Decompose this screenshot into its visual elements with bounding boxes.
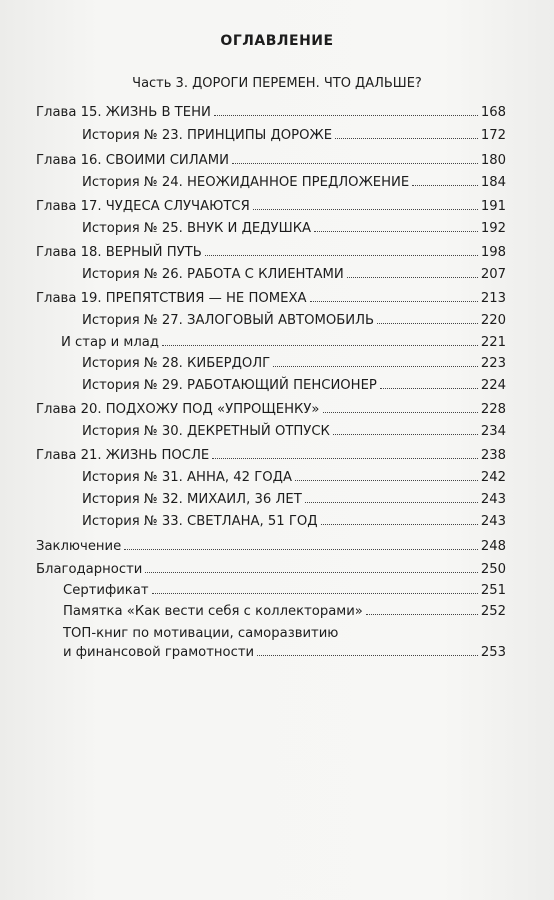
toc-entry bbox=[61, 335, 506, 355]
toc-entry-title: Заключение bbox=[36, 539, 122, 554]
toc-entry bbox=[82, 378, 506, 398]
toc-page-number: 221 bbox=[480, 335, 506, 350]
toc-leader-dots bbox=[124, 549, 478, 550]
toc-entry bbox=[36, 562, 506, 582]
toc-leader-dots bbox=[314, 231, 478, 232]
toc-leader-dots bbox=[145, 572, 478, 573]
toc-entry-title: История № 25. ВНУК И ДЕДУШКА bbox=[82, 221, 312, 236]
toc-leader-dots bbox=[152, 593, 478, 594]
toc-entry-title: История № 24. НЕОЖИДАННОЕ ПРЕДЛОЖЕНИЕ bbox=[82, 175, 410, 190]
toc-leader-dots bbox=[366, 614, 478, 615]
toc-entry bbox=[63, 645, 506, 665]
toc-entry-title: История № 30. ДЕКРЕТНЫЙ ОТПУСК bbox=[82, 424, 330, 439]
toc-page-number: 168 bbox=[480, 105, 506, 120]
toc-entry-title: История № 31. АННА, 42 ГОДА bbox=[82, 470, 292, 485]
toc-entry bbox=[82, 492, 506, 512]
toc-leader-dots bbox=[377, 323, 478, 324]
toc-entry bbox=[36, 199, 506, 219]
toc-entry-title: История № 23. ПРИНЦИПЫ ДОРОЖЕ bbox=[82, 128, 333, 143]
toc-page-number: 250 bbox=[480, 562, 506, 577]
toc-entry bbox=[63, 604, 506, 624]
toc-entry bbox=[36, 153, 506, 173]
toc-entry bbox=[36, 291, 506, 311]
toc-page-number: 238 bbox=[480, 448, 506, 463]
toc-entry-title: И стар и млад bbox=[61, 335, 159, 350]
toc-entry-title: Сертификат bbox=[63, 583, 149, 598]
toc-page-number: 228 bbox=[480, 402, 506, 417]
toc-entry-title: Глава 17. ЧУДЕСА СЛУЧАЮТСЯ bbox=[36, 199, 250, 214]
toc-leader-dots bbox=[162, 345, 478, 346]
toc-page-number: 248 bbox=[480, 539, 506, 554]
toc-page-number: 192 bbox=[480, 221, 506, 236]
toc-entry bbox=[82, 356, 506, 376]
toc-page-number: 243 bbox=[480, 492, 506, 507]
toc-leader-dots bbox=[333, 434, 478, 435]
toc-entry bbox=[36, 402, 506, 422]
toc-entry bbox=[36, 245, 506, 265]
toc-entry-title: История № 33. СВЕТЛАНА, 51 ГОД bbox=[82, 514, 318, 529]
toc-leader-dots bbox=[212, 458, 478, 459]
page-title: ОГЛАВЛЕНИЕ bbox=[220, 33, 334, 49]
toc-page-number: 198 bbox=[480, 245, 506, 260]
toc-leader-dots bbox=[214, 115, 478, 116]
toc-entry-title: Глава 16. СВОИМИ СИЛАМИ bbox=[36, 153, 229, 168]
toc-entry-title: Глава 20. ПОДХОЖУ ПОД «УПРОЩЕНКУ» bbox=[36, 402, 320, 417]
toc-entry bbox=[82, 221, 506, 241]
toc-page-number: 184 bbox=[480, 175, 506, 190]
toc-leader-dots bbox=[380, 388, 478, 389]
toc-leader-dots bbox=[335, 138, 478, 139]
toc-leader-dots bbox=[310, 301, 478, 302]
toc-page-number: 242 bbox=[480, 470, 506, 485]
toc-entry-title: ТОП-книг по мотивации, саморазвитию bbox=[63, 626, 339, 641]
toc-entry-title: Благодарности bbox=[36, 562, 143, 577]
toc-page-number: 207 bbox=[480, 267, 506, 282]
toc-leader-dots bbox=[347, 277, 478, 278]
toc-page-number: 252 bbox=[480, 604, 506, 619]
toc-leader-dots bbox=[273, 366, 478, 367]
toc-page-number: 191 bbox=[480, 199, 506, 214]
toc-entry-title: История № 28. КИБЕРДОЛГ bbox=[82, 356, 271, 371]
toc-entry bbox=[82, 424, 506, 444]
toc-entry-title: История № 26. РАБОТА С КЛИЕНТАМИ bbox=[82, 267, 344, 282]
toc-entry-title: Глава 19. ПРЕПЯТСТВИЯ — НЕ ПОМЕХА bbox=[36, 291, 307, 306]
toc-entry-title: История № 29. РАБОТАЮЩИЙ ПЕНСИОНЕР bbox=[82, 378, 377, 393]
toc-entry bbox=[82, 514, 506, 534]
toc-entry-title: Глава 15. ЖИЗНЬ В ТЕНИ bbox=[36, 105, 211, 120]
toc-leader-dots bbox=[412, 185, 478, 186]
part-title: Часть 3. ДОРОГИ ПЕРЕМЕН. ЧТО ДАЛЬШЕ? bbox=[132, 76, 422, 91]
toc-entry-title: История № 27. ЗАЛОГОВЫЙ АВТОМОБИЛЬ bbox=[82, 313, 375, 328]
toc-leader-dots bbox=[257, 655, 478, 656]
toc-leader-dots bbox=[321, 524, 478, 525]
toc-entry bbox=[82, 267, 506, 287]
toc-entry bbox=[82, 128, 506, 148]
toc-leader-dots bbox=[323, 412, 478, 413]
toc-entry-title: и финансовой грамотности bbox=[63, 645, 255, 660]
toc-page-number: 253 bbox=[480, 645, 506, 660]
toc-entry bbox=[36, 539, 506, 559]
toc-leader-dots bbox=[232, 163, 478, 164]
toc-entry bbox=[82, 470, 506, 490]
toc-page-number: 223 bbox=[480, 356, 506, 371]
toc-entry-title: Памятка «Как вести себя с коллекторами» bbox=[63, 604, 363, 619]
toc-entry bbox=[82, 313, 506, 333]
toc-entry bbox=[63, 626, 506, 646]
toc-page-number: 251 bbox=[480, 583, 506, 598]
toc-leader-dots bbox=[295, 480, 478, 481]
toc-leader-dots bbox=[305, 502, 478, 503]
toc-entry bbox=[63, 583, 506, 603]
toc-page-number: 220 bbox=[480, 313, 506, 328]
toc-entry-title: История № 32. МИХАИЛ, 36 ЛЕТ bbox=[82, 492, 302, 507]
toc-entry bbox=[36, 448, 506, 468]
toc-page-number: 243 bbox=[480, 514, 506, 529]
toc-entry bbox=[82, 175, 506, 195]
toc-leader-dots bbox=[253, 209, 478, 210]
toc-leader-dots bbox=[205, 255, 478, 256]
toc-page-number: 213 bbox=[480, 291, 506, 306]
toc-page-number: 234 bbox=[480, 424, 506, 439]
toc-page-number: 172 bbox=[480, 128, 506, 143]
toc-entry bbox=[36, 105, 506, 125]
toc-entry-title: Глава 18. ВЕРНЫЙ ПУТЬ bbox=[36, 245, 202, 260]
toc-page-number: 180 bbox=[480, 153, 506, 168]
toc-entry-title: Глава 21. ЖИЗНЬ ПОСЛЕ bbox=[36, 448, 210, 463]
toc-page-number: 224 bbox=[480, 378, 506, 393]
